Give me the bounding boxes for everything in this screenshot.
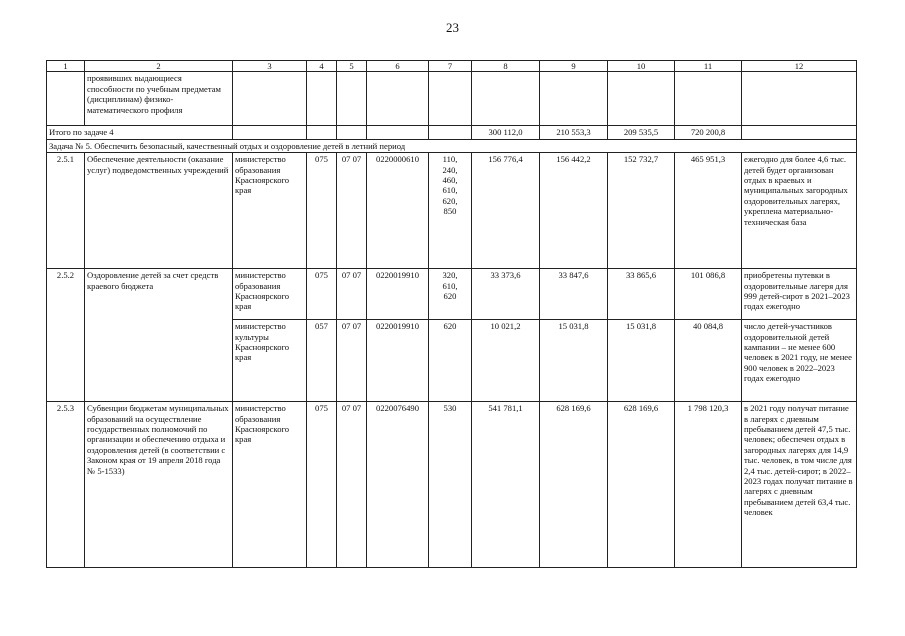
value-2021: 10 021,2 bbox=[472, 320, 540, 402]
table-row bbox=[47, 269, 857, 320]
expected-result: ежегодно для более 4,6 тыс. детей будет организован отдых в краевых и муниципальных загородных оздоровительных лагерях, укреплена материально-техническая база bbox=[742, 153, 857, 269]
value-2022: 15 031,8 bbox=[540, 320, 608, 402]
value-2023: 33 865,6 bbox=[608, 269, 675, 320]
grbs-code: 075 bbox=[307, 402, 337, 568]
row-number: 2.5.1 bbox=[47, 153, 85, 269]
value-2023: 628 169,6 bbox=[608, 402, 675, 568]
column-number-row bbox=[47, 61, 857, 72]
vr-codes: 620 bbox=[429, 320, 472, 402]
vr-codes: 530 bbox=[429, 402, 472, 568]
total-sum: 720 200,8 bbox=[675, 126, 742, 139]
csr-code: 0220019910 bbox=[367, 320, 429, 402]
responsible-org: министерство культуры Красноярского края bbox=[233, 320, 307, 402]
csr-code: 0220000610 bbox=[367, 153, 429, 269]
value-2022: 156 442,2 bbox=[540, 153, 608, 269]
value-total: 1 798 120,3 bbox=[675, 402, 742, 568]
table-row bbox=[47, 153, 857, 269]
table-row bbox=[47, 402, 857, 568]
col-header: 10 bbox=[608, 61, 675, 72]
measure-name: проявивших выдающиеся способности по учебным предметам (дисциплинам) физико-математического профиля bbox=[85, 72, 233, 126]
program-table bbox=[46, 60, 857, 568]
page-number: 23 bbox=[446, 20, 459, 35]
rzpr-code: 07 07 bbox=[337, 269, 367, 320]
row-number: 2.5.2 bbox=[47, 269, 85, 402]
col-header: 4 bbox=[307, 61, 337, 72]
value-2023: 152 732,7 bbox=[608, 153, 675, 269]
value-2021: 541 781,1 bbox=[472, 402, 540, 568]
value-2022: 33 847,6 bbox=[540, 269, 608, 320]
value-total: 40 084,8 bbox=[675, 320, 742, 402]
col-header: 2 bbox=[85, 61, 233, 72]
rzpr-code: 07 07 bbox=[337, 320, 367, 402]
vr-codes: 110, 240, 460, 610, 620, 850 bbox=[429, 153, 472, 269]
col-header: 1 bbox=[47, 61, 85, 72]
col-header: 7 bbox=[429, 61, 472, 72]
value-2022: 628 169,6 bbox=[540, 402, 608, 568]
value-2021: 156 776,4 bbox=[472, 153, 540, 269]
value-2023: 15 031,8 bbox=[608, 320, 675, 402]
value-total: 101 086,8 bbox=[675, 269, 742, 320]
measure-name: Оздоровление детей за счет средств краевого бюджета bbox=[85, 269, 233, 402]
task-heading: Задача № 5. Обеспечить безопасный, качественный отдых и оздоровление детей в летний период bbox=[47, 139, 857, 152]
rzpr-code: 07 07 bbox=[337, 402, 367, 568]
vr-codes: 320, 610, 620 bbox=[429, 269, 472, 320]
responsible-org: министерство образования Красноярского края bbox=[233, 153, 307, 269]
value-2021: 33 373,6 bbox=[472, 269, 540, 320]
table-row bbox=[47, 72, 857, 126]
grbs-code: 075 bbox=[307, 153, 337, 269]
csr-code: 0220019910 bbox=[367, 269, 429, 320]
rzpr-code: 07 07 bbox=[337, 153, 367, 269]
responsible-org: министерство образования Красноярского края bbox=[233, 269, 307, 320]
measure-name: Субвенции бюджетам муниципальных образований на осуществление государственных полномочий по организации и обеспечению отдыха и оздоровления детей (в соответствии с Законом края от 19 апреля 2018 года № 5-1533) bbox=[85, 402, 233, 568]
col-header: 8 bbox=[472, 61, 540, 72]
expected-result: число детей-участников оздоровительной детей кампании – не менее 600 человек в 2021 году, не менее 900 человек в 2022–2023 годах ежегодно bbox=[742, 320, 857, 402]
col-header: 12 bbox=[742, 61, 857, 72]
col-header: 5 bbox=[337, 61, 367, 72]
col-header: 6 bbox=[367, 61, 429, 72]
total-2021: 300 112,0 bbox=[472, 126, 540, 139]
col-header: 3 bbox=[233, 61, 307, 72]
col-header: 11 bbox=[675, 61, 742, 72]
expected-result: в 2021 году получат питание в лагерях с дневным пребыванием детей 47,5 тыс. человек; обеспечен отдых в загородных лагерях для 14,9 тыс. человек, в том числе для 2,4 тыс. детей-сирот; в 2022–2023 годах получат питание в лагерях с дневным пребыванием детей 63,4 тыс. человек bbox=[742, 402, 857, 568]
expected-result: приобретены путевки в оздоровительные лагеря для 999 детей-сирот в 2021–2023 годах ежегодно bbox=[742, 269, 857, 320]
total-2023: 209 535,5 bbox=[608, 126, 675, 139]
value-total: 465 951,3 bbox=[675, 153, 742, 269]
task-heading-row bbox=[47, 139, 857, 152]
total-label: Итого по задаче 4 bbox=[47, 126, 233, 139]
row-number: 2.5.3 bbox=[47, 402, 85, 568]
csr-code: 0220076490 bbox=[367, 402, 429, 568]
col-header: 9 bbox=[540, 61, 608, 72]
total-row bbox=[47, 126, 857, 139]
measure-name: Обеспечение деятельности (оказание услуг) подведомственных учреждений bbox=[85, 153, 233, 269]
grbs-code: 075 bbox=[307, 269, 337, 320]
responsible-org: министерство образования Красноярского края bbox=[233, 402, 307, 568]
grbs-code: 057 bbox=[307, 320, 337, 402]
total-2022: 210 553,3 bbox=[540, 126, 608, 139]
